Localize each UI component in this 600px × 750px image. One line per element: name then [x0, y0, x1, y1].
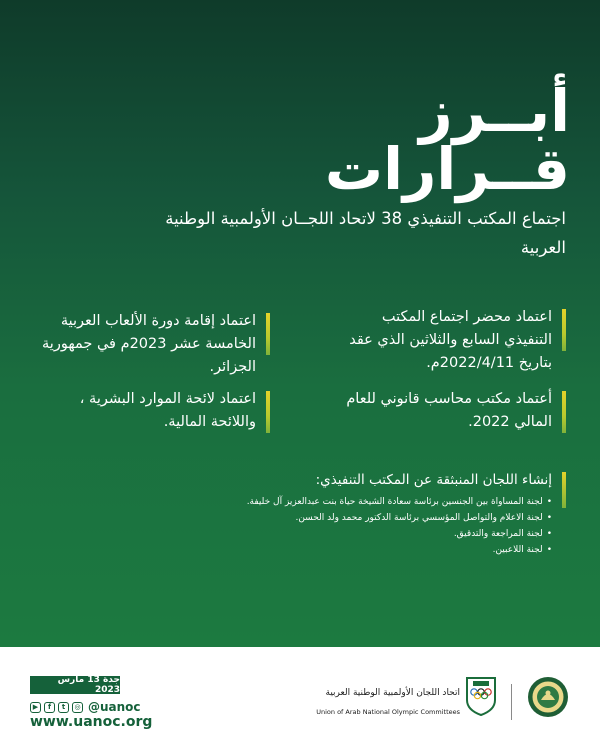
- committees-list: [226, 494, 552, 558]
- list-item: • لجنة المراجعة والتدقيق.: [226, 526, 552, 542]
- accent-bar: [562, 472, 566, 508]
- arab-league-seal-icon: [527, 676, 569, 718]
- social-handle[interactable]: @uanoc: [88, 700, 141, 714]
- list-item: • لجنة الاعلام والتواصل المؤسسي برئاسة الدكتور محمد ولد الحسن.: [226, 510, 552, 526]
- website-link[interactable]: www.uanoc.org: [30, 714, 153, 730]
- list-item: • لجنة المساواة بين الجنسين برئاسة سعادة الشيخة حياة بنت عبدالعزيز آل خليفة.: [226, 494, 552, 510]
- decision-regulations: [30, 388, 270, 434]
- accent-bar: [266, 313, 270, 355]
- accent-bar: [266, 391, 270, 433]
- decision-auditor: [330, 388, 566, 434]
- list-item: • لجنة اللاعبين.: [226, 542, 552, 558]
- date-badge: جدة 13 مارس 2023: [30, 676, 120, 694]
- decision-games: [30, 310, 270, 379]
- committees-block: [226, 470, 566, 558]
- title-line-1: أبــرز: [419, 77, 570, 145]
- accent-bar: [562, 391, 566, 433]
- instagram-icon[interactable]: ◎: [72, 702, 83, 713]
- org-name-english: Union of Arab National Olympic Committees: [316, 708, 460, 716]
- youtube-icon[interactable]: ▶: [30, 702, 41, 713]
- org-name-arabic: اتحاد اللجان الأولمبية الوطنية العربية: [325, 688, 460, 698]
- title-line-2: قــرارات: [324, 135, 570, 203]
- decision-text: اعتماد محضر اجتماع المكتب التنفيذي السابع والثلاثين الذي عقد بتاريخ 2022/4/11م.: [349, 309, 552, 371]
- footer-divider: [511, 684, 512, 720]
- twitter-icon[interactable]: t: [58, 702, 69, 713]
- decision-text: أعتماد مكتب محاسب قانوني للعام المالي 2022.: [346, 391, 552, 430]
- social-links: [30, 700, 141, 714]
- committees-heading: إنشاء اللجان المنبثقة عن المكتب التنفيذي:: [315, 472, 552, 488]
- decision-text: اعتماد إقامة دورة الألعاب العربية الخامسة عشر 2023م في جمهورية الجزائر.: [42, 313, 256, 375]
- accent-bar: [562, 309, 566, 351]
- decision-minutes: [330, 306, 566, 375]
- meeting-subtitle: اجتماع المكتب التنفيذي 38 لاتحاد اللجــان الأولمبية الوطنية العربية: [165, 209, 566, 257]
- uanoc-logo-icon: [463, 676, 499, 716]
- facebook-icon[interactable]: f: [44, 702, 55, 713]
- decision-text: اعتماد لائحة الموارد البشرية ، واللائحة المالية.: [79, 391, 256, 430]
